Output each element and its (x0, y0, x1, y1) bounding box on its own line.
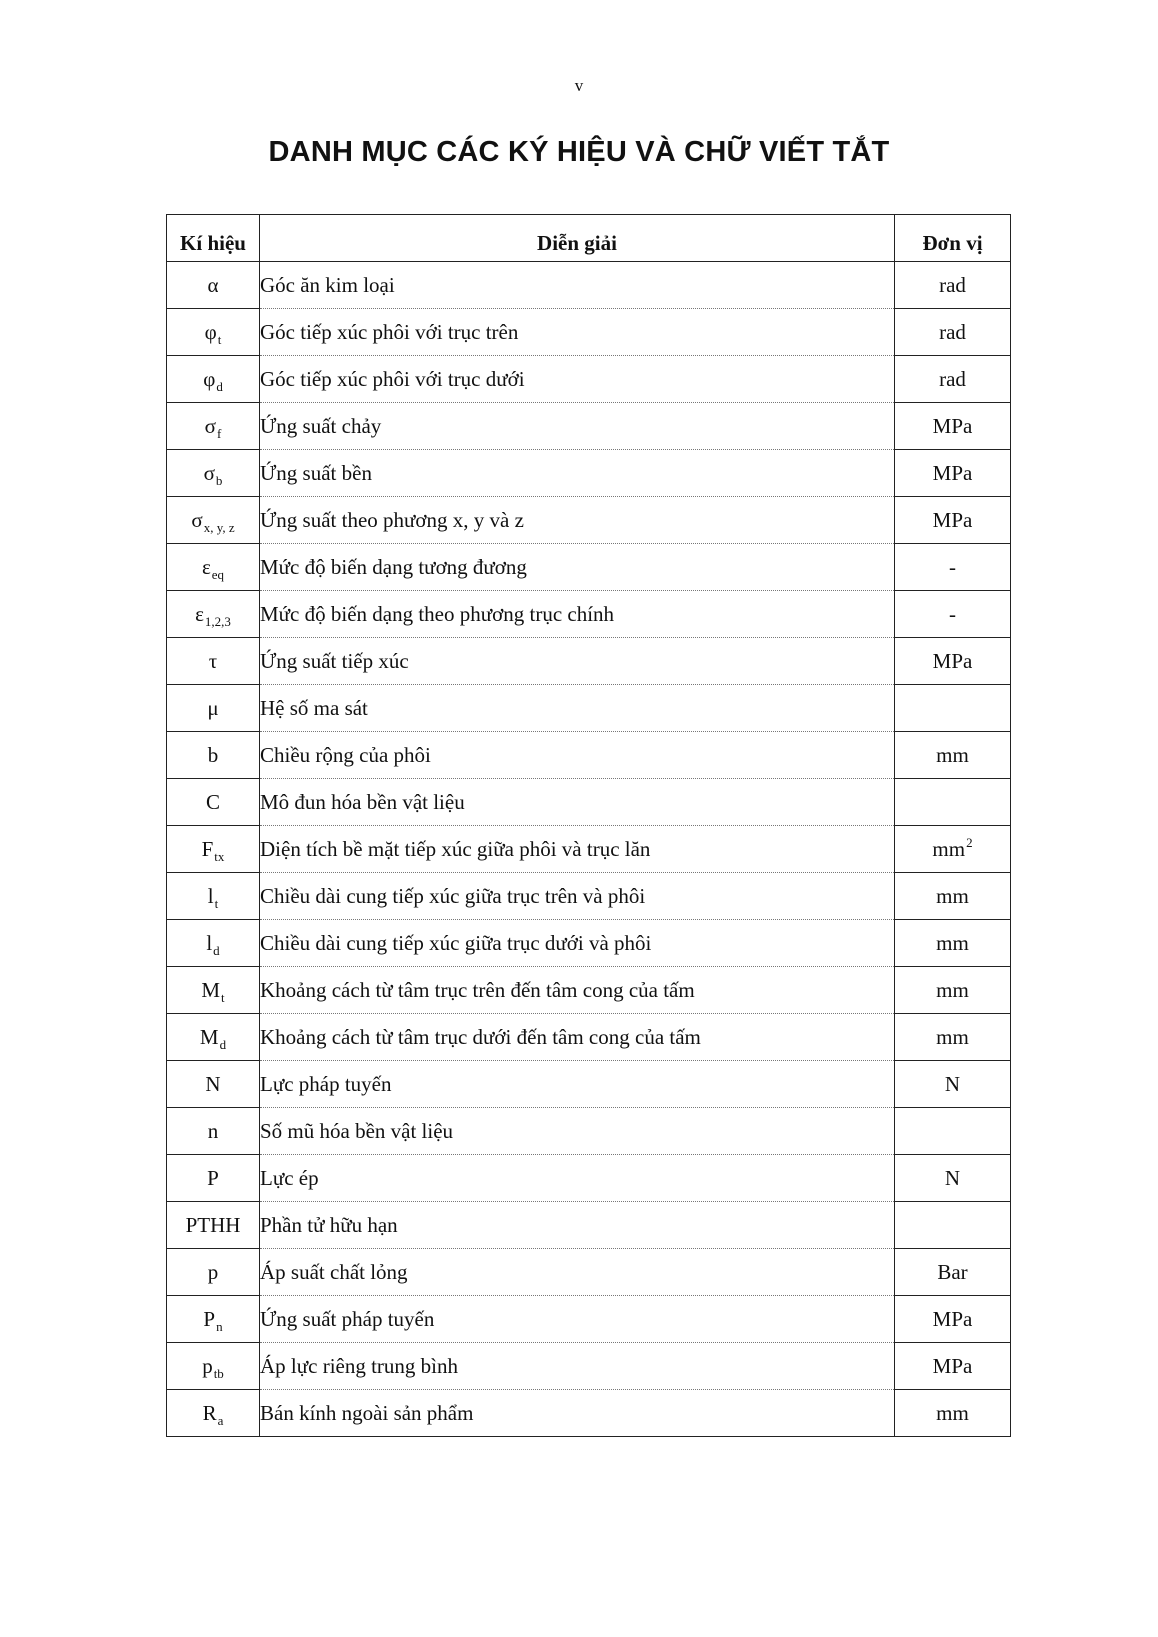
description-cell: Khoảng cách từ tâm trục dưới đến tâm cong của tấm (260, 1014, 895, 1061)
description-cell: Chiều rộng của phôi (260, 732, 895, 779)
header-symbol: Kí hiệu (167, 215, 260, 262)
symbol-subscript: t (221, 989, 225, 1005)
unit-text: N (944, 1165, 961, 1190)
unit-cell (895, 732, 1011, 779)
table-row (167, 638, 1011, 685)
description-cell: Phần tử hữu hạn (260, 1202, 895, 1249)
table-row (167, 685, 1011, 732)
unit-text: mm (936, 930, 969, 955)
symbol-cell (167, 262, 260, 309)
description-cell: Ứng suất pháp tuyến (260, 1296, 895, 1343)
table-row (167, 1296, 1011, 1343)
unit-text: N (944, 1071, 961, 1096)
symbol-cell (167, 967, 260, 1014)
symbol-subscript: d (216, 378, 223, 394)
symbol-base: φ (204, 319, 217, 344)
unit-cell (895, 1296, 1011, 1343)
symbol-cell (167, 450, 260, 497)
unit-cell (895, 1202, 1011, 1249)
unit-cell (895, 920, 1011, 967)
unit-cell (895, 1343, 1011, 1390)
table-row (167, 1390, 1011, 1437)
symbol-base: τ (208, 648, 218, 673)
description-cell: Bán kính ngoài sản phẩm (260, 1390, 895, 1437)
description-cell: Áp lực riêng trung bình (260, 1343, 895, 1390)
description-cell: Ứng suất bền (260, 450, 895, 497)
table-row (167, 309, 1011, 356)
unit-text: mm (936, 1024, 969, 1049)
symbol-base: N (205, 1071, 221, 1096)
description-cell: Góc tiếp xúc phôi với trục dưới (260, 356, 895, 403)
symbol-cell (167, 826, 260, 873)
symbol-cell (167, 1155, 260, 1202)
symbol-base: F (201, 836, 214, 861)
unit-cell (895, 356, 1011, 403)
symbol-subscript: t (217, 331, 222, 347)
symbol-cell (167, 1343, 260, 1390)
symbol-base: ε (195, 601, 204, 626)
unit-cell (895, 779, 1011, 826)
symbol-subscript: d (219, 1036, 227, 1052)
unit-cell (895, 1390, 1011, 1437)
symbol-subscript: x, y, z (203, 519, 235, 535)
table-row (167, 779, 1011, 826)
description-cell: Góc tiếp xúc phôi với trục trên (260, 309, 895, 356)
header-unit: Đơn vị (895, 215, 1011, 262)
unit-text: rad (939, 319, 966, 344)
symbol-base: l (207, 883, 214, 908)
description-cell: Ứng suất tiếp xúc (260, 638, 895, 685)
symbol-base: p (207, 1259, 219, 1284)
unit-text: rad (939, 272, 966, 297)
symbol-cell (167, 873, 260, 920)
description-cell: Ứng suất theo phương x, y và z (260, 497, 895, 544)
symbol-base: σ (203, 460, 215, 485)
unit-text: MPa (932, 648, 973, 673)
description-cell: Ứng suất chảy (260, 403, 895, 450)
table-row (167, 450, 1011, 497)
table-row (167, 920, 1011, 967)
unit-cell (895, 1249, 1011, 1296)
unit-cell (895, 967, 1011, 1014)
symbol-subscript: f (216, 425, 222, 441)
symbol-subscript: b (215, 472, 223, 488)
description-cell: Áp suất chất lỏng (260, 1249, 895, 1296)
symbol-subscript: eq (211, 566, 225, 582)
description-cell: Mô đun hóa bền vật liệu (260, 779, 895, 826)
unit-text: MPa (932, 460, 973, 485)
header-description: Diễn giải (260, 215, 895, 262)
symbol-subscript: a (217, 1412, 224, 1428)
symbol-cell (167, 1202, 260, 1249)
symbol-cell (167, 638, 260, 685)
table-row (167, 1014, 1011, 1061)
unit-text: - (949, 554, 956, 579)
table-row (167, 544, 1011, 591)
description-cell: Mức độ biến dạng theo phương trục chính (260, 591, 895, 638)
symbol-subscript: t (214, 895, 219, 911)
page-number: v (574, 76, 584, 95)
symbol-cell (167, 779, 260, 826)
unit-text: rad (939, 366, 966, 391)
description-cell: Góc ăn kim loại (260, 262, 895, 309)
symbol-base: l (206, 930, 213, 955)
table-row (167, 1155, 1011, 1202)
symbol-base: b (207, 742, 219, 767)
unit-cell (895, 309, 1011, 356)
symbol-cell (167, 920, 260, 967)
unit-cell (895, 262, 1011, 309)
description-cell: Mức độ biến dạng tương đương (260, 544, 895, 591)
description-cell: Diện tích bề mặt tiếp xúc giữa phôi và trục lăn (260, 826, 895, 873)
table-row (167, 1061, 1011, 1108)
table-row (167, 262, 1011, 309)
table-header-row (167, 215, 1011, 262)
unit-text: MPa (932, 1306, 973, 1331)
symbol-base: σ (204, 413, 216, 438)
unit-cell (895, 497, 1011, 544)
description-cell: Số mũ hóa bền vật liệu (260, 1108, 895, 1155)
symbol-base: P (207, 1165, 219, 1190)
symbol-cell (167, 1390, 260, 1437)
unit-text: mm (936, 977, 969, 1002)
unit-cell (895, 591, 1011, 638)
unit-text: MPa (932, 413, 973, 438)
unit-text: MPa (932, 507, 973, 532)
symbol-cell (167, 403, 260, 450)
symbol-cell (167, 732, 260, 779)
symbol-base: M (199, 1024, 219, 1049)
symbol-base: φ (203, 366, 216, 391)
symbol-base: PTHH (185, 1212, 241, 1237)
symbol-base: R (202, 1400, 217, 1425)
description-cell: Hệ số ma sát (260, 685, 895, 732)
unit-cell (895, 1155, 1011, 1202)
unit-cell (895, 826, 1011, 873)
symbols-table (166, 214, 1011, 1437)
description-cell: Lực ép (260, 1155, 895, 1202)
symbol-base: C (205, 789, 220, 814)
symbol-cell (167, 1296, 260, 1343)
table-row (167, 1249, 1011, 1296)
table-row (167, 732, 1011, 779)
symbol-subscript: tx (214, 848, 225, 864)
unit-cell (895, 638, 1011, 685)
symbol-base: σ (191, 507, 203, 532)
symbol-base: μ (207, 695, 219, 720)
unit-text: mm (936, 1400, 969, 1425)
unit-cell (895, 873, 1011, 920)
description-cell: Lực pháp tuyến (260, 1061, 895, 1108)
symbol-cell (167, 1108, 260, 1155)
unit-cell (895, 544, 1011, 591)
symbol-cell (167, 497, 260, 544)
unit-cell (895, 685, 1011, 732)
symbol-cell (167, 685, 260, 732)
unit-cell (895, 1061, 1011, 1108)
unit-text: - (949, 601, 956, 626)
unit-cell (895, 1108, 1011, 1155)
symbol-cell (167, 1249, 260, 1296)
symbol-cell (167, 309, 260, 356)
symbol-cell (167, 591, 260, 638)
table-row (167, 873, 1011, 920)
unit-cell (895, 1014, 1011, 1061)
symbol-cell (167, 356, 260, 403)
table-row (167, 1343, 1011, 1390)
table-row (167, 1108, 1011, 1155)
symbol-cell (167, 1061, 260, 1108)
unit-superscript: 2 (966, 834, 973, 850)
unit-text: MPa (932, 1353, 973, 1378)
symbol-subscript: d (213, 942, 220, 958)
page-title: DANH MỤC CÁC KÝ HIỆU VÀ CHỮ VIẾT TẮT (268, 136, 890, 168)
description-cell: Chiều dài cung tiếp xúc giữa trục trên và phôi (260, 873, 895, 920)
symbol-base: P (203, 1306, 216, 1331)
symbol-base: α (207, 272, 219, 297)
unit-cell (895, 450, 1011, 497)
table-row (167, 967, 1011, 1014)
symbol-base: M (201, 977, 221, 1002)
symbol-base: p (202, 1353, 213, 1378)
symbol-base: ε (201, 554, 211, 579)
table-row (167, 403, 1011, 450)
symbol-cell (167, 1014, 260, 1061)
table-row (167, 591, 1011, 638)
description-cell: Chiều dài cung tiếp xúc giữa trục dưới và phôi (260, 920, 895, 967)
symbol-subscript: n (216, 1318, 223, 1334)
table-row (167, 356, 1011, 403)
unit-text: mm (932, 836, 966, 861)
symbol-subscript: tb (213, 1365, 224, 1381)
description-cell: Khoảng cách từ tâm trục trên đến tâm cong của tấm (260, 967, 895, 1014)
symbol-base: n (207, 1118, 219, 1143)
symbol-cell (167, 544, 260, 591)
table-row (167, 826, 1011, 873)
unit-cell (895, 403, 1011, 450)
symbol-subscript: 1,2,3 (204, 613, 231, 629)
unit-text: mm (936, 742, 969, 767)
unit-text: Bar (937, 1259, 968, 1284)
table-row (167, 1202, 1011, 1249)
table-row (167, 497, 1011, 544)
unit-text: mm (936, 883, 969, 908)
